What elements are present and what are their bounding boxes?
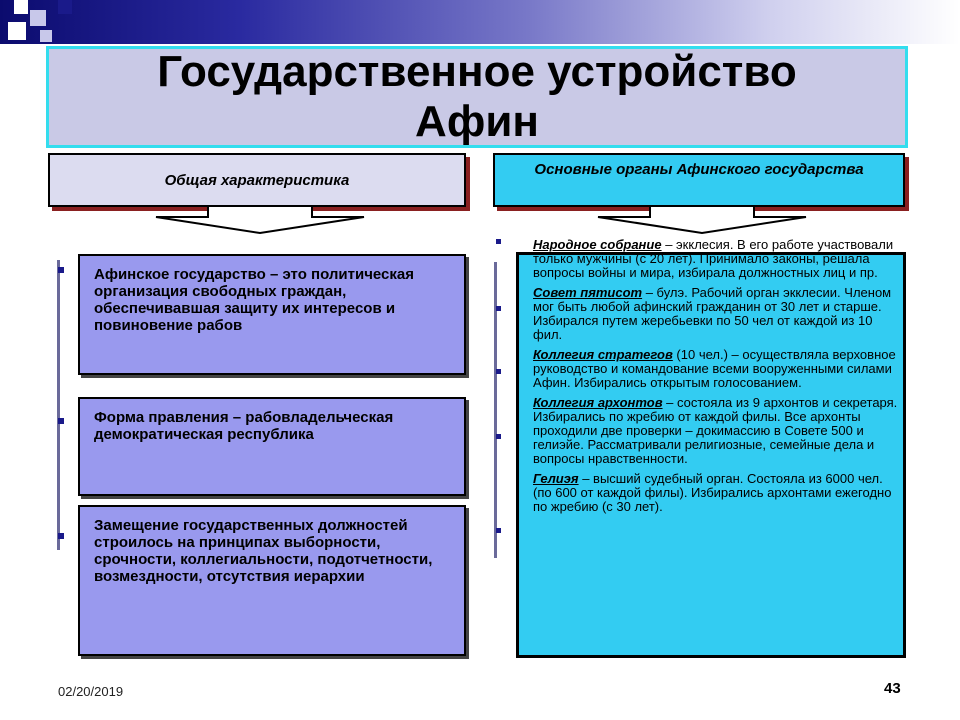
organ-description: – экклесия. В его работе участвовали только мужчины (с 20 лет). Принимало законы, решала вопросы войны и мира, избирала должностных лиц и пр. [533, 237, 894, 280]
decorative-square [8, 22, 26, 40]
organ-description: – состояла из 9 архонтов и секретаря. Избирались по жребию от каждой филы. Все архонты проходили две проверки – докимассию в Совете 500 и гелиэйе. Рассматривали религиозные, семейные дела и вопросы нравственности. [533, 395, 898, 466]
bullet-icon [496, 528, 501, 533]
organ-description: (10 чел.) – осуществляла верховное руководство и командование всеми вооруженными силами Афин. Избирались открытым голосованием. [533, 347, 896, 390]
bullet-icon [496, 369, 501, 374]
left-vertical-bar [57, 260, 60, 550]
form-of-government-box: Форма правления – рабовладельческая демократическая республика [78, 397, 466, 496]
top-decorative-band [0, 0, 960, 44]
decorative-square [58, 0, 72, 14]
bullet-icon [58, 533, 64, 539]
bullet-icon [496, 434, 501, 439]
page-number: 43 [884, 680, 901, 697]
right-column-header: Основные органы Афинского государства [493, 153, 905, 207]
down-arrow-icon [592, 205, 812, 235]
organ-term: Народное собрание [533, 237, 662, 252]
list-item [533, 238, 903, 280]
list-item [533, 472, 903, 514]
list-item [533, 286, 903, 342]
bullet-icon [496, 306, 501, 311]
organ-description: – булэ. Рабочий орган экклесии. Членом мог быть любой афинский гражданин от 30 лет и старше. Избирался путем жеребьевки по 50 чел от каждой из 10 фил. [533, 285, 892, 342]
title-box [46, 46, 908, 148]
organ-description: – высший судебный орган. Состояла из 6000 чел. (по 600 от каждой филы). Избирались архонтами ежегодно по жребию (с 30 лет). [533, 471, 892, 514]
organ-term: Гелиэя [533, 471, 579, 486]
organ-term: Коллегия архонтов [533, 395, 663, 410]
footer-date: 02/20/2019 [58, 684, 124, 699]
organ-term: Коллегия стратегов [533, 347, 673, 362]
office-principles-box: Замещение государственных должностей строилось на принципах выборности, срочности, коллегиальности, подотчетности, возмездности, отсутствия иерархии [78, 505, 466, 656]
organs-list [533, 238, 903, 520]
bullet-icon [58, 267, 64, 273]
down-arrow-icon [150, 205, 370, 235]
organ-term: Совет пятисот [533, 285, 643, 300]
characteristic-box: Афинское государство – это политическая организация свободных граждан, обеспечивавшая защиту их интересов и повиновение рабов [78, 254, 466, 375]
bullet-icon [58, 418, 64, 424]
list-item [533, 396, 903, 466]
decorative-square [40, 30, 52, 42]
page-title: Государственное устройство Афин [157, 47, 797, 146]
list-item [533, 348, 903, 390]
left-column-header: Общая характеристика [48, 153, 466, 207]
bullet-icon [496, 239, 501, 244]
decorative-square [14, 0, 28, 14]
decorative-square [30, 10, 46, 26]
